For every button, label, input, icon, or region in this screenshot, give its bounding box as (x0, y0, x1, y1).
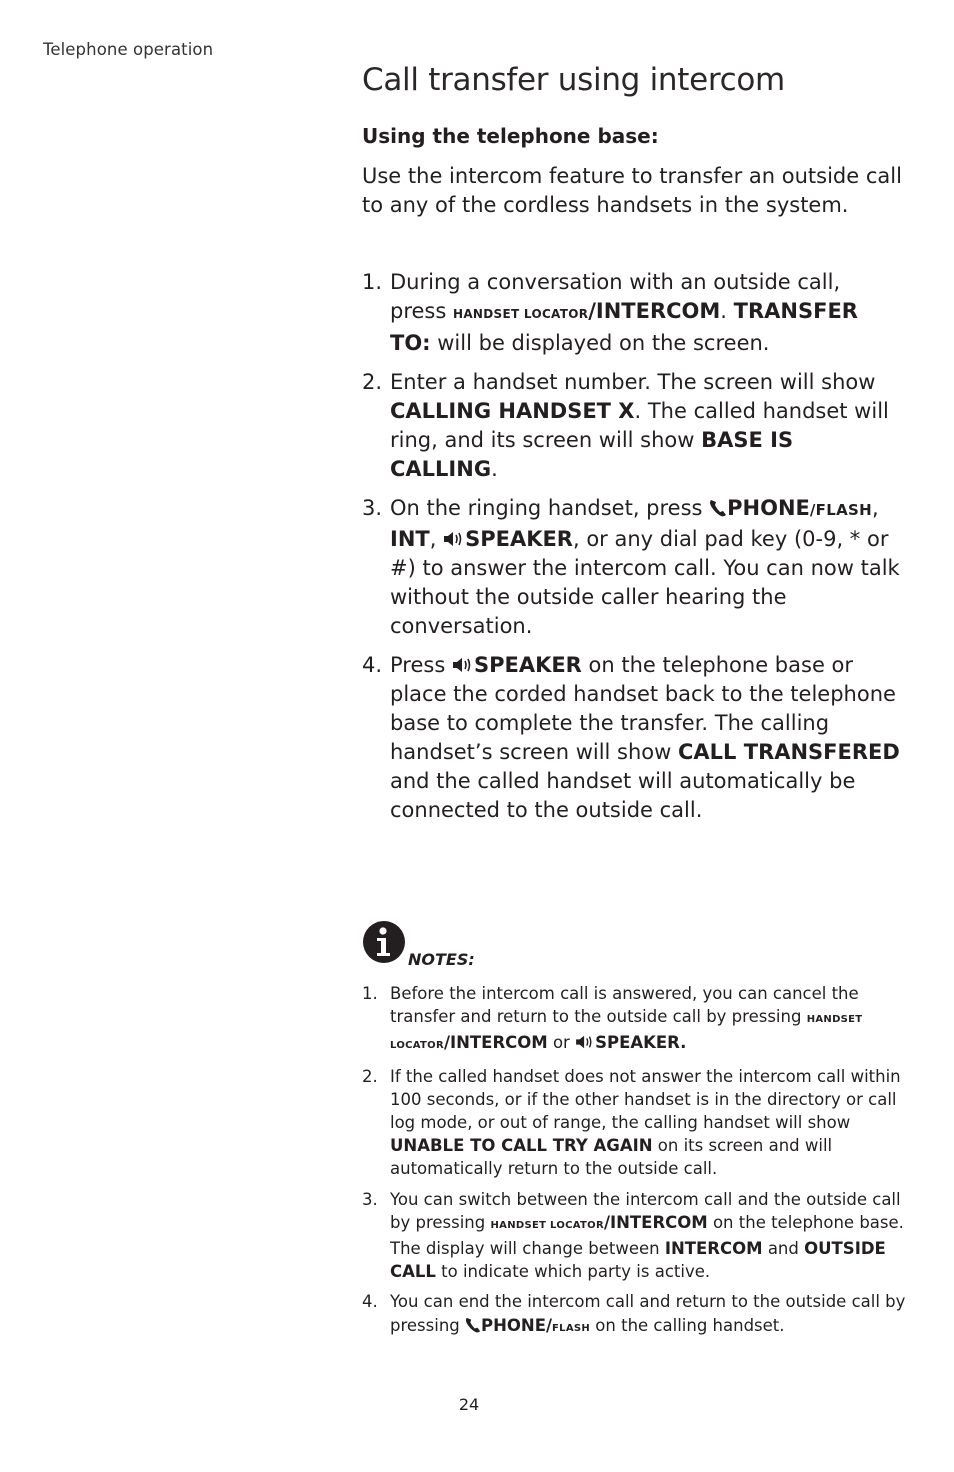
step-text: Enter a handset number. The screen will show (390, 370, 876, 394)
speaker-icon (443, 530, 465, 548)
notes-list (362, 982, 906, 1347)
key-name: /INTERCOM (603, 1212, 708, 1232)
step-text: and the called handset will automatically be connected to the outside call. (390, 769, 856, 822)
note-text: to indicate which party is active. (435, 1262, 711, 1282)
key-name: INT (390, 527, 430, 551)
step-text: During a conversation with an outside call, press (390, 270, 841, 323)
step-number: 2. (362, 370, 383, 394)
note-text: You can end the intercom call and return to the outside call by pressing (390, 1292, 906, 1335)
phone-icon (465, 1317, 481, 1333)
step-text: . The called handset will ring, and its screen will show (390, 399, 889, 452)
step-number: 4. (362, 653, 383, 677)
note-text: You can switch between the intercom call and the outside call by pressing (390, 1189, 901, 1232)
note-4 (362, 1290, 922, 1339)
step-text: Press (390, 653, 452, 677)
step-text: on the telephone base or place the corded handset back to the telephone base to complete the transfer. The calling handset’s screen will show (390, 653, 896, 764)
note-text: and (762, 1239, 805, 1259)
key-name: SPEAKER (465, 527, 573, 551)
phone-icon (709, 499, 727, 517)
note-text: or (547, 1033, 576, 1053)
key-name: PHONE (727, 496, 810, 520)
note-number: 4. (362, 1292, 378, 1312)
key-name: /INTERCOM (443, 1033, 548, 1053)
key-name: PHONE/ (481, 1315, 553, 1335)
speaker-icon (452, 656, 474, 674)
note-text: If the called handset does not answer the intercom call within 100 seconds, or if the other handset is in the directory or call log mode, or out of range, the calling handset will show (390, 1066, 901, 1133)
step-4 (362, 651, 902, 825)
step-text: . (491, 457, 498, 481)
key-name: SPEAKER. (595, 1033, 687, 1053)
note-1 (362, 982, 922, 1058)
key-name: FLASH (552, 1322, 591, 1334)
key-name: HANDSET LOCATOR (390, 1014, 863, 1052)
step-1 (362, 268, 902, 358)
screen-message: CALL TRANSFERED (678, 740, 900, 764)
screen-message: BASE IS CALLING (390, 428, 794, 481)
screen-message: OUTSIDE CALL (390, 1239, 886, 1282)
step-text: , (429, 527, 444, 551)
key-name: HANDSET LOCATOR (490, 1219, 604, 1231)
note-number: 2. (362, 1066, 378, 1086)
key-name: SPEAKER (473, 653, 582, 677)
running-header: Telephone operation (43, 40, 214, 59)
key-name: /FLASH (809, 501, 872, 519)
page-number: 24 (458, 1395, 480, 1414)
step-text: . (720, 299, 734, 323)
section-subheading: Using the telephone base: (362, 124, 659, 148)
note-text: on the telephone base. The display will change between (390, 1212, 904, 1259)
screen-message: TRANSFER TO: (390, 299, 858, 355)
note-text: Before the intercom call is answered, you can cancel the transfer and return to the outside call by pressing (390, 984, 859, 1027)
step-text: , or any dial pad key (0-9, * or #) to answer the intercom call. You can now talk without the outside caller hearing the conversation. (390, 527, 900, 638)
step-text: , (871, 496, 879, 520)
screen-message: UNABLE TO CALL TRY AGAIN (390, 1136, 653, 1156)
notes-label: NOTES: (408, 950, 475, 969)
step-number: 1. (362, 270, 383, 294)
steps-list (362, 268, 902, 835)
step-text: On the ringing handset, press (390, 496, 710, 520)
key-name: HANDSET LOCATOR (452, 307, 589, 321)
step-text: will be displayed on the screen. (430, 331, 770, 355)
note-2 (362, 1065, 922, 1181)
step-2 (362, 368, 902, 484)
note-number: 3. (362, 1189, 378, 1209)
step-3 (362, 494, 902, 641)
screen-message: CALLING HANDSET X (390, 399, 635, 423)
info-icon (362, 920, 406, 964)
note-3 (362, 1188, 922, 1284)
notes-heading (362, 920, 562, 970)
intro-paragraph: Use the intercom feature to transfer an outside call to any of the cordless handsets in the system. (362, 164, 902, 217)
step-number: 3. (362, 496, 383, 520)
note-number: 1. (362, 984, 378, 1003)
screen-message: INTERCOM (664, 1239, 763, 1259)
speaker-icon (575, 1034, 595, 1050)
note-text: on the calling handset. (590, 1315, 785, 1335)
note-text: on its screen and will automatically return to the outside call. (390, 1136, 833, 1179)
key-name: /INTERCOM (588, 299, 721, 323)
page-title: Call transfer using intercom (362, 62, 785, 98)
